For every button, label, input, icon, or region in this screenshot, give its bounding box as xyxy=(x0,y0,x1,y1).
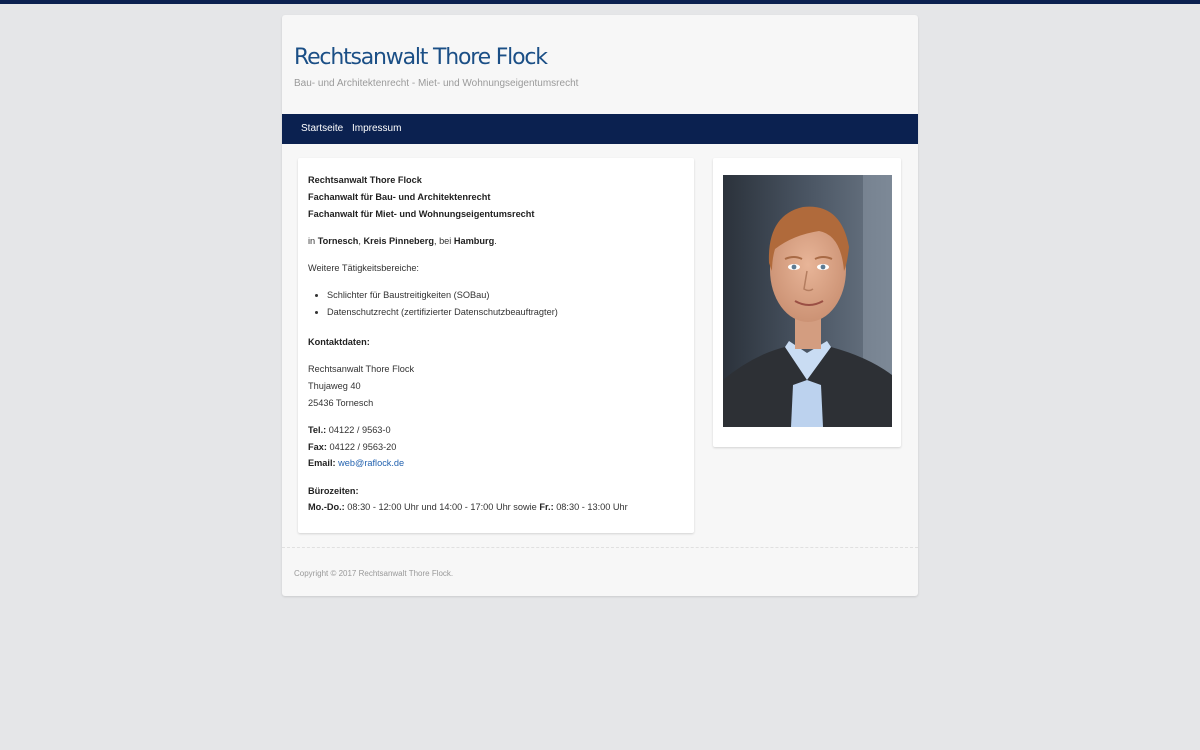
mo-do-label: Mo.-Do.: xyxy=(308,502,345,513)
fr-label: Fr.: xyxy=(539,502,554,513)
main-content-panel xyxy=(298,158,694,533)
headline-specialty-2: Fachanwalt für Miet- und Wohnungseigentumsrecht xyxy=(308,208,535,219)
fr-hours: 08:30 - 13:00 Uhr xyxy=(553,502,628,513)
headline-name: Rechtsanwalt Thore Flock xyxy=(308,175,422,185)
portrait-illustration xyxy=(723,175,892,427)
entry-content xyxy=(308,172,684,526)
site-container xyxy=(282,15,918,596)
headline-block xyxy=(308,172,684,222)
mo-do-hours: 08:30 - 12:00 Uhr und 14:00 - 17:00 Uhr sowie xyxy=(344,502,540,513)
list-item: • Datenschutzrecht (zertifizierter Datenschutzbeauftragter) xyxy=(327,304,684,321)
nav-item-startseite[interactable]: Startseite xyxy=(301,123,344,134)
list-item: • Schlichter für Baustreitigkeiten (SOBau) xyxy=(327,287,684,304)
top-accent-bar xyxy=(0,0,1200,4)
main-navigation xyxy=(282,114,918,144)
site-description: Bau- und Architektenrecht - Miet- und Wohnungseigentumsrecht xyxy=(294,78,579,89)
portrait-photo xyxy=(723,175,892,427)
email-link[interactable]: web@raflock.de xyxy=(338,458,405,469)
location-near: Hamburg xyxy=(453,235,495,246)
address-street: Thujaweg 40 xyxy=(308,380,361,391)
site-title[interactable]: Rechtsanwalt Thore Flock xyxy=(294,45,547,70)
address-block xyxy=(308,361,684,411)
office-hours-heading: Bürozeiten: xyxy=(308,485,359,496)
nav-item-impressum[interactable]: Impressum xyxy=(352,123,402,134)
contact-heading: Kontaktdaten: xyxy=(308,336,370,347)
address-name: Rechtsanwalt Thore Flock xyxy=(308,363,415,374)
fax-number: 04122 / 9563-20 xyxy=(326,441,397,452)
footer-copyright: Copyright © 2017 Rechtsanwalt Thore Flock. xyxy=(294,569,454,578)
headline-specialty-1: Fachanwalt für Bau- und Architektenrecht xyxy=(308,191,491,202)
fax-label: Fax: xyxy=(308,441,327,452)
sidebar-widget xyxy=(713,158,901,447)
footer-divider xyxy=(282,547,918,548)
further-areas-list xyxy=(308,287,684,321)
tel-label: Tel.: xyxy=(308,424,327,435)
location-district: Kreis Pinneberg xyxy=(363,235,434,246)
contact-numbers xyxy=(308,422,684,472)
office-hours xyxy=(308,483,684,517)
location-city: Tornesch xyxy=(317,235,359,246)
further-areas-label: Weitere Tätigkeitsbereiche: xyxy=(308,262,419,273)
location-line: in Tornesch, Kreis Pinneberg, bei Hamburg. xyxy=(308,235,497,246)
tel-number: 04122 / 9563-0 xyxy=(326,424,391,435)
address-city: 25436 Tornesch xyxy=(308,397,374,408)
email-label: Email: xyxy=(308,458,336,469)
